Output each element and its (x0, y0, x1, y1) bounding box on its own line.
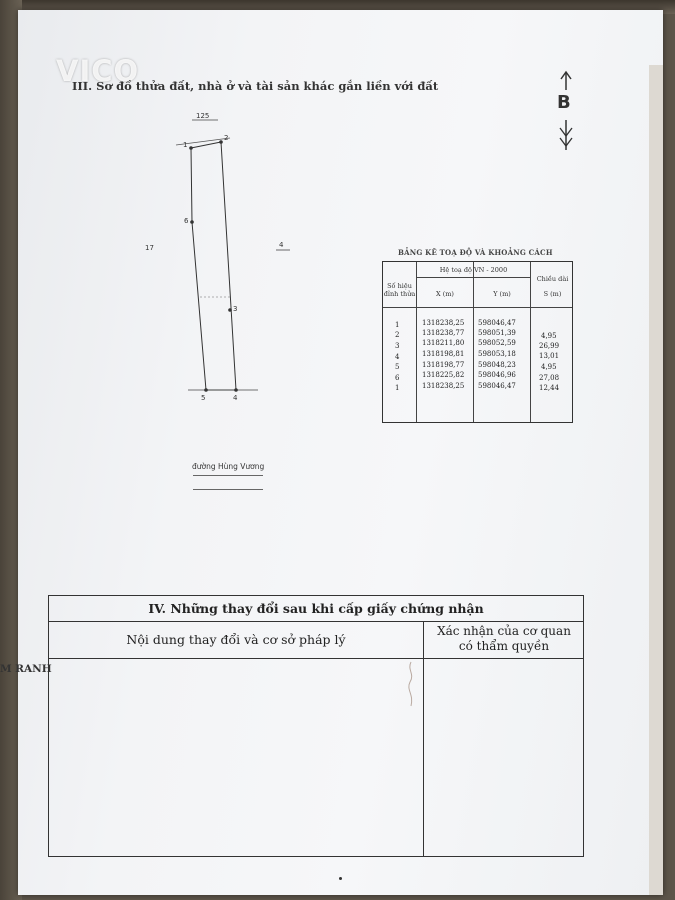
faint-handwriting-mark (404, 660, 418, 710)
col-header-content: Nội dung thay đổi và cơ sở pháp lý (126, 632, 346, 647)
vertex-label-3: 3 (233, 305, 238, 313)
vertex-6 (190, 220, 194, 224)
col-header-y: Y (m) (493, 290, 511, 298)
vertex-2 (219, 140, 223, 144)
header-divider (49, 658, 583, 659)
vertex-1 (189, 146, 193, 150)
vertex-5 (204, 388, 208, 392)
vico-watermark-logo: VICO (56, 54, 140, 88)
col-header-id: Số hiệu đỉnh thửa (383, 282, 416, 298)
coord-system-header: Hệ toạ độ VN - 2000 (439, 266, 508, 274)
vertex-4 (234, 388, 238, 392)
section-4-title: IV. Những thay đổi sau khi cấp giấy chứng nhận (49, 596, 583, 622)
vertex-3 (228, 308, 232, 312)
col-header-confirmation (424, 624, 584, 658)
north-letter: B (557, 92, 571, 113)
vertex-label-5: 5 (201, 394, 206, 402)
col-header-length: Chiều dài (536, 275, 569, 283)
vertex-label-2: 2 (224, 134, 229, 142)
col-header-confirmation-line-1: Xác nhận của cơ quan (437, 624, 571, 638)
road-line-bottom (193, 489, 263, 490)
parcel-boundary (191, 142, 236, 390)
parcel-label-4: 4 (279, 241, 284, 249)
parcel-label-125: 125 (196, 112, 210, 120)
vertex-label-1: 1 (183, 141, 188, 149)
parcel-label-17: 17 (145, 244, 154, 252)
road-label: đường Hùng Vương (192, 462, 265, 471)
col-header-confirmation-line-2: có thẩm quyền (458, 639, 550, 653)
section-3-heading: III. Sơ đồ thửa đất, nhà ở và tài sản khác gắn liền với đất (72, 79, 439, 93)
stamp-fragment: M RANH (0, 663, 52, 675)
section-4-table (48, 595, 584, 857)
coord-table: Hệ toạ độ VN - 2000 Số hiệu đỉnh thửa X (m) Y (m) Chiều dài S (m) 1 1318238,25 598046,47 2 1318238,77 598051,39 4,95 3 1318211,80 598052,59 26,99 4 1318198,81 598053,18 13,01 5 1318198,77 598048,23 4,95 6 1318225,82 598046,96 27,08 1 1318238,25 598046,47 12,44 (382, 261, 573, 423)
road-line-top (193, 475, 263, 476)
coord-table-title: BẢNG KÊ TOẠ ĐỘ VÀ KHOẢNG CÁCH (398, 248, 553, 257)
vertex-label-6: 6 (184, 217, 189, 225)
col-header-length-unit: S (m) (543, 290, 562, 298)
col-header-x: X (m) (436, 290, 454, 298)
vertex-label-4: 4 (233, 394, 238, 402)
ink-dot (339, 877, 342, 880)
